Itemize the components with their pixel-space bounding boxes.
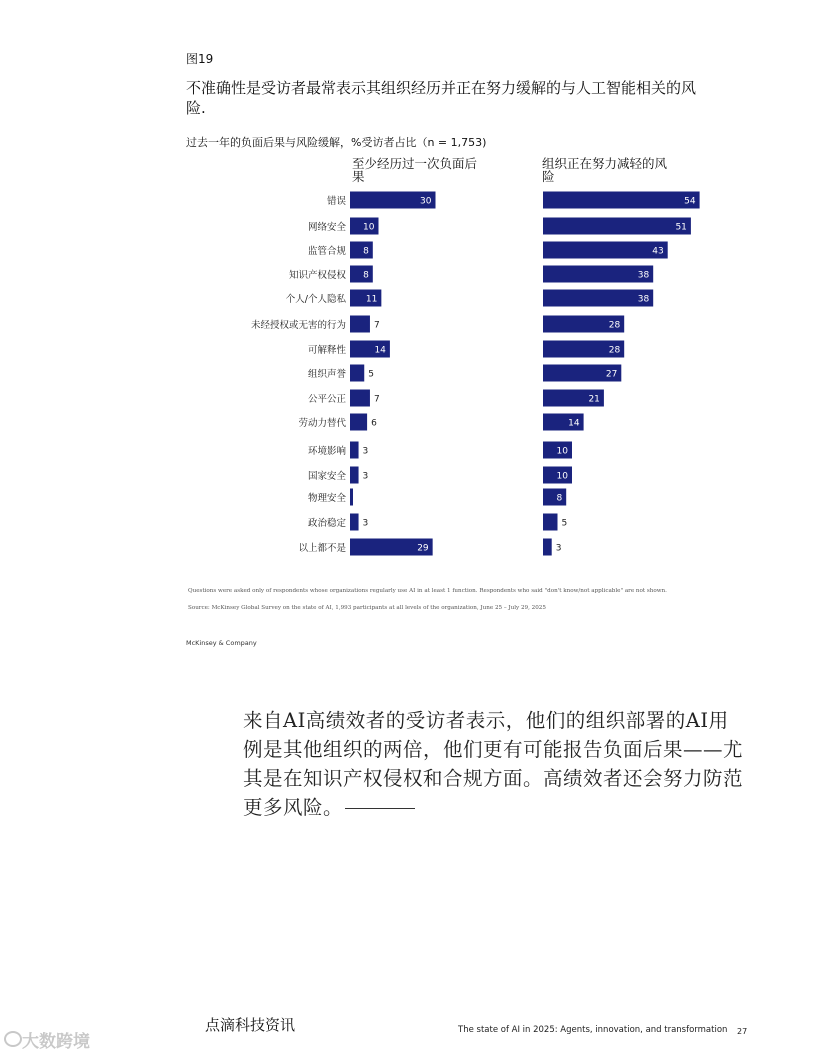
category-label: 物理安全	[307, 493, 346, 504]
figure-label: 图19	[186, 52, 214, 66]
risk-mitigation-value: 51	[675, 222, 687, 233]
negative-consequence-bar	[350, 467, 359, 484]
category-label: 知识产权侵权	[288, 270, 346, 281]
negative-consequence-value: 3	[362, 471, 369, 482]
pull-quote-text: 来自AI高绩效者的受访者表示，他们的组织部署的AI用例是其他组织的两倍，他们更有可能报告负面后果——尤其是在知识产权侵权和合规方面。高绩效者还会努力防范更多风险。	[243, 709, 744, 819]
left-column-header: 至少经历过一次负面后果	[352, 156, 478, 184]
figure-subtitle: 过去一年的负面后果与风险缓解，%受访者占比（n = 1,753)	[186, 136, 487, 149]
category-label: 未经授权或无害的行为	[250, 320, 346, 331]
right-column-header: 组织正在努力减轻的风险	[542, 156, 668, 184]
risk-mitigation-value: 14	[568, 418, 580, 429]
category-label: 公平公正	[307, 394, 346, 405]
risk-mitigation-bar	[543, 489, 566, 506]
negative-consequence-value: 10	[363, 222, 375, 233]
negative-consequence-value: 3	[362, 446, 369, 457]
negative-consequence-value: 30	[420, 196, 432, 207]
negative-consequence-bar	[350, 489, 353, 506]
risk-mitigation-value: 5	[561, 518, 568, 529]
source-note: Source: McKinsey Global Survey on the state of AI, 1,993 participants at all levels of the organization, June 25 – July 29, 2025	[188, 605, 546, 611]
category-label: 政治稳定	[307, 518, 346, 529]
risk-mitigation-bar	[543, 514, 558, 531]
category-label: 个人/个人隐私	[285, 294, 346, 305]
quote-rule	[345, 808, 415, 809]
category-label: 错误	[326, 196, 346, 207]
negative-consequence-bar	[350, 442, 359, 459]
figure-title: 不准确性是受访者最常表示其组织经历并正在努力缓解的与人工智能相关的风险.	[186, 79, 697, 117]
negative-consequence-value: 14	[374, 345, 386, 356]
negative-consequence-value: 3	[362, 518, 369, 529]
footer-source-label: 点滴科技资讯	[205, 1016, 296, 1034]
risk-mitigation-bar	[543, 192, 700, 209]
pull-quote	[243, 706, 743, 822]
risk-mitigation-bar	[543, 290, 653, 307]
negative-consequence-value: 8	[363, 246, 369, 257]
risk-mitigation-bar	[543, 218, 691, 235]
category-label: 网络安全	[307, 222, 346, 233]
negative-consequence-bar	[350, 514, 359, 531]
risk-mitigation-value: 10	[556, 446, 568, 457]
negative-consequence-bar	[350, 266, 373, 283]
risk-mitigation-bar	[543, 242, 668, 259]
category-label: 国家安全	[307, 471, 346, 482]
negative-consequence-bar	[350, 365, 364, 382]
negative-consequence-value: 5	[368, 369, 374, 380]
negative-consequence-value: 7	[373, 394, 380, 405]
footnote: Questions were asked only of respondents whose organizations regularly use AI in at least 1 function. Respondents who said "don't know/not applicable" are not shown.	[188, 588, 667, 594]
risk-mitigation-value: 38	[637, 294, 650, 305]
category-label: 劳动力替代	[298, 418, 346, 429]
negative-consequence-bar	[350, 414, 367, 431]
risk-mitigation-value: 8	[556, 493, 563, 504]
risk-mitigation-value: 3	[555, 543, 562, 554]
negative-consequence-value: 8	[363, 270, 369, 281]
brand-name: McKinsey & Company	[186, 639, 257, 647]
risk-mitigation-value: 21	[588, 394, 600, 405]
risk-mitigation-bar	[543, 266, 653, 283]
risk-mitigation-value: 43	[652, 246, 664, 257]
page-number: 27	[737, 1027, 748, 1036]
report-title: The state of AI in 2025: Agents, innovation, and transformation	[458, 1025, 728, 1035]
negative-consequence-value: 11	[365, 294, 378, 305]
negative-consequence-value: 7	[373, 320, 380, 331]
negative-consequence-value: 6	[371, 418, 377, 429]
risk-mitigation-value: 10	[556, 471, 568, 482]
risk-mitigation-value: 28	[608, 320, 621, 331]
negative-consequence-bar	[350, 316, 370, 333]
watermark-logo-icon	[4, 1031, 22, 1047]
risk-mitigation-value: 54	[684, 196, 696, 207]
category-label: 以上都不是	[298, 543, 346, 554]
risk-mitigation-value: 27	[605, 369, 618, 380]
negative-consequence-value: 29	[417, 543, 429, 554]
risk-mitigation-value: 38	[637, 270, 650, 281]
risk-mitigation-value: 28	[608, 345, 621, 356]
watermark-text: 大数跨境	[22, 1032, 90, 1052]
negative-consequence-bar	[350, 242, 373, 259]
category-label: 组织声誉	[307, 369, 346, 380]
category-label: 监管合规	[307, 246, 346, 257]
category-label: 环境影响	[307, 446, 346, 457]
category-label: 可解释性	[307, 345, 346, 356]
negative-consequence-bar	[350, 390, 370, 407]
risk-mitigation-bar	[543, 539, 552, 556]
